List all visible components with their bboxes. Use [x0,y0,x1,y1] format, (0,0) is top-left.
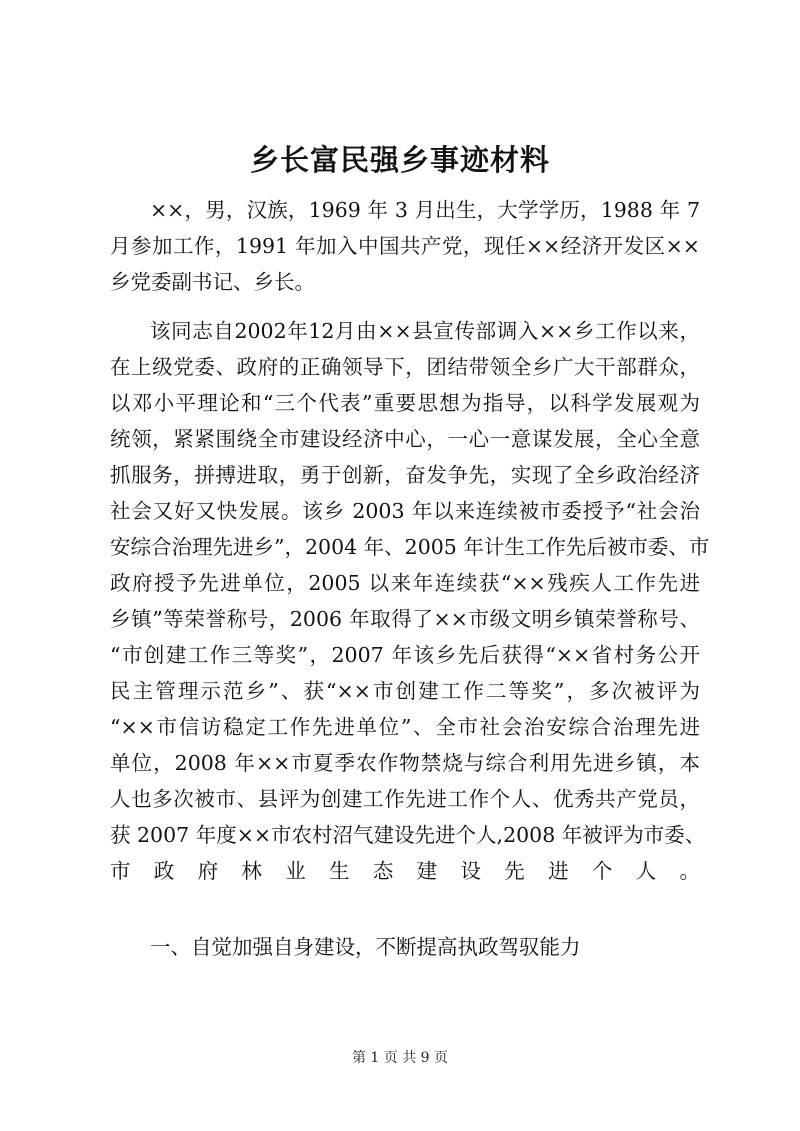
paragraph-2-line-10: “市创建工作三等奖”，2007 年该乡先后获得“××省村务公开 [110,643,700,667]
paragraph-2-line-3: 以邓小平理论和“三个代表”重要思想为指导，以科学发展观为 [110,391,700,415]
paragraph-2-line-14: 人也多次被市、县评为创建工作先进工作个人、优秀共产党员， [110,787,700,811]
paragraph-2-line-9: 乡镇”等荣誉称号，2006 年取得了××市级文明乡镇荣誉称号、 [110,607,700,631]
paragraph-2-line-4: 统领，紧紧围绕全市建设经济中心，一心一意谋发展，全心全意 [110,427,700,451]
paragraph-2-line-15: 获 2007 年度××市农村沼气建设先进个人,2008 年被评为市委、 [110,823,706,847]
paragraph-2-line-11: 民主管理示范乡”、获“××市创建工作二等奖”，多次被评为 [110,679,700,703]
paragraph-1-line-1: ××，男，汉族，1969 年 3 月出生，大学学历，1988 年 7 [150,198,700,222]
paragraph-2-line-8: 政府授予先进单位，2005 以来年连续获“××残疾人工作先进 [110,571,700,595]
page-number-footer: 第 1 页 共 9 页 [351,1050,449,1066]
paragraph-1-line-2: 月参加工作，1991 年加入中国共产党，现任××经济开发区×× [110,234,700,258]
paragraph-2-line-7: 安综合治理先进乡”，2004 年、2005 年计生工作先后被市委、市 [110,535,710,559]
paragraph-2-line-6: 社会又好又快发展。该乡 2003 年以来连续被市委授予“社会治 [110,499,700,523]
paragraph-2-line-13: 单位，2008 年××市夏季农作物禁烧与综合利用先进乡镇，本 [110,751,700,775]
paragraph-2-line-12: “××市信访稳定工作先进单位”、全市社会治安综合治理先进 [110,715,700,739]
paragraph-2-line-16: 市政府林业生态建设先进个人。 [110,859,700,883]
section-heading-1: 一、自觉加强自身建设，不断提高执政驾驭能力 [150,935,581,959]
paragraph-2-line-5: 抓服务，拼搏进取，勇于创新，奋发争先，实现了全乡政治经济 [110,463,700,487]
paragraph-2-line-2: 在上级党委、政府的正确领导下，团结带领全乡广大干部群众， [110,355,700,379]
paragraph-2-line-1: 该同志自2002年12月由××县宣传部调入××乡工作以来， [150,319,700,343]
paragraph-1-line-3: 乡党委副书记、乡长。 [110,270,315,294]
document-title: 乡长富民强乡事迹材料 [249,143,550,177]
